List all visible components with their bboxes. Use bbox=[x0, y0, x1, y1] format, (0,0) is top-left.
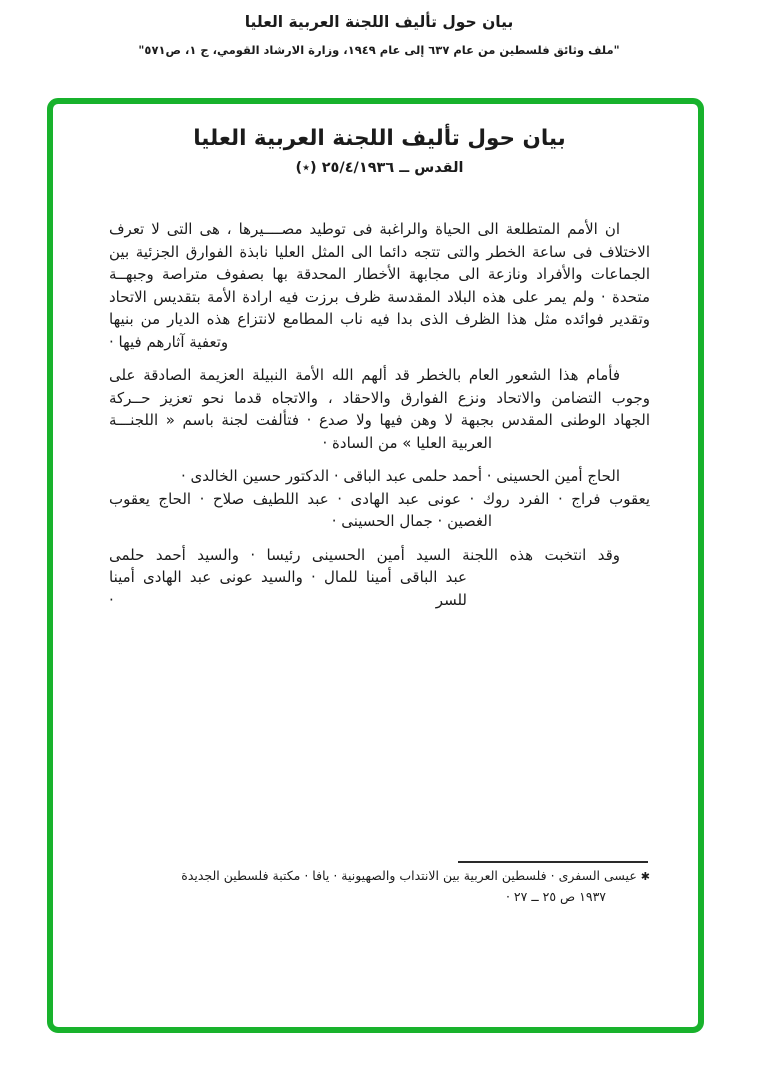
footnote-citation: عيسى السفرى · فلسطين العربية بين الانتداب والصهيونية · يافا · مكتبة فلسطين الجديدة bbox=[181, 868, 637, 883]
document-body bbox=[109, 218, 650, 611]
paragraph-line: الغصين · جمال الحسينى · bbox=[331, 512, 492, 530]
footnote-separator-rule bbox=[458, 861, 648, 863]
paragraph-line: الاختلاف فى ساعة الخطر والتى تتجه دائما الى المثل العليا نابذة الفوارق الجزئية بين bbox=[109, 242, 650, 261]
paragraph-line: وقد انتخبت هذه اللجنة السيد أمين الحسينى رئيسا · والسيد أحمد حلمى bbox=[109, 545, 620, 564]
source-citation: "ملف وثائق فلسطين من عام ٦٣٧ إلى عام ١٩٤٩، وزارة الارشاد القومي، ج ١، ص٥٧١" bbox=[138, 43, 620, 57]
page-header bbox=[0, 12, 758, 58]
paragraph-line: ان الأمم المتطلعة الى الحياة والراغبة فى توطيد مصــــيرها ، هى التى لا تعرف bbox=[109, 220, 620, 238]
paragraph-line: متحدة · ولم يمر على هذه البلاد المقدسة ظرف برزت فيه ارادة الأمة بتقديس الاتحاد bbox=[109, 287, 650, 306]
document-dateline: القدس ــ ٢٥/٤/١٩٣٦ (٭) bbox=[295, 160, 464, 176]
paragraph-line: وتعفية آثارهم فيها · bbox=[109, 332, 229, 351]
page-header-title: بيان حول تأليف اللجنة العربية العليا bbox=[244, 13, 514, 31]
footnote-block bbox=[109, 861, 650, 906]
footnote-asterisk-icon: ✱ bbox=[640, 870, 650, 883]
footnote-line-2: ١٩٣٧ ص ٢٥ ــ ٢٧ · bbox=[505, 889, 606, 904]
body-paragraph bbox=[109, 544, 650, 612]
paragraph-line: الجهاد الوطنى المقدس بجبهة لا وهن فيها ولا صدع · فتألفت لجنة باسم « اللجنـــة bbox=[109, 411, 650, 429]
document-page bbox=[53, 104, 698, 1027]
body-paragraph bbox=[109, 465, 650, 533]
paragraph-line: وجوب التضامن والاتحاد ونزع الفوارق والاحقاد ، والاتجاه قدما نحو تعزيز حــركة bbox=[109, 388, 650, 407]
paragraph-line: عبد الباقى أمينا للمال · والسيد عونى عبد الهادى أمينا للسر · bbox=[109, 568, 467, 609]
paragraph-line: العربية العليا » من السادة · bbox=[322, 433, 492, 452]
body-paragraph bbox=[109, 218, 650, 353]
paragraph-line: فأمام هذا الشعور العام بالخطر قد ألهم الله الأمة النبيلة العزيمة الصادقة على bbox=[109, 366, 620, 384]
document-frame bbox=[47, 98, 704, 1033]
footnote bbox=[109, 867, 650, 906]
paragraph-line: الجماعات والأفراد ونازعة الى مجابهة الأخطار المحدقة بها بصفوف متراصة وجبهــة bbox=[109, 265, 650, 283]
footnote-line-1 bbox=[109, 867, 650, 886]
paragraph-line: يعقوب فراج · الفرد روك · عونى عبد الهادى · عبد اللطيف صلاح · الحاج يعقوب bbox=[109, 489, 650, 508]
paragraph-line: وتقدير فوائده مثل هذا الظرف الذى بدا فيه ناب المطامع لانتزاع هذه الديار من بنيها bbox=[109, 310, 650, 328]
paragraph-line: الحاج أمين الحسينى · أحمد حلمى عبد الباقى · الدكتور حسين الخالدى · bbox=[181, 467, 620, 485]
body-paragraph bbox=[109, 364, 650, 454]
document-title: بيان حول تأليف اللجنة العربية العليا bbox=[193, 126, 566, 151]
